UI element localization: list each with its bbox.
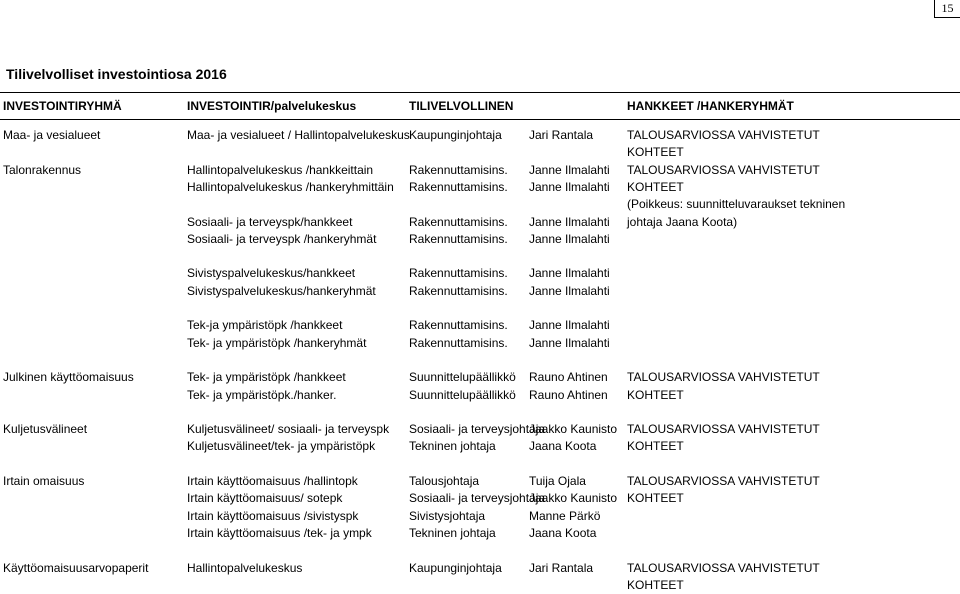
table-cell: Sosiaali- ja terveyspk /hankeryhmät [187, 231, 377, 246]
table-cell: Janne Ilmalahti [529, 231, 610, 246]
table-cell: Irtain käyttöomaisuus/ sotepk [187, 491, 343, 506]
table-row [0, 559, 960, 577]
header-service-center: INVESTOINTIR/palvelukeskus [187, 99, 357, 113]
table-row [0, 299, 960, 317]
table-cell: Sosiaali- ja terveysjohtaja [409, 422, 546, 437]
table-cell: Manne Pärkö [529, 508, 601, 523]
table-cell: Tek-ja ympäristöpk /hankkeet [187, 318, 343, 333]
header-top-rule [0, 92, 960, 93]
table-row [0, 213, 960, 231]
table-cell: Janne Ilmalahti [529, 266, 610, 281]
table-row [0, 282, 960, 300]
table-row [0, 403, 960, 421]
header-investment-group: INVESTOINTIRYHMÄ [3, 99, 122, 113]
table-cell: Sivistysjohtaja [409, 508, 486, 523]
table-cell: Suunnittelupäällikkö [409, 370, 516, 385]
table-cell: Käyttöomaisuusarvopaperit [3, 560, 149, 575]
table-cell: Rakennuttamisins. [409, 162, 508, 177]
table-cell: Janne Ilmalahti [529, 162, 610, 177]
table-cell: KOHTEET [627, 439, 684, 454]
table-cell: KOHTEET [627, 577, 684, 592]
table-cell: Suunnittelupäällikkö [409, 387, 516, 402]
table-cell: Jaana Koota [529, 525, 597, 540]
table-cell: KOHTEET [627, 387, 684, 402]
header-bottom-rule [0, 119, 960, 120]
table-cell: Janne Ilmalahti [529, 214, 610, 229]
table-row [0, 420, 960, 438]
table-cell: KOHTEET [627, 179, 684, 194]
table-row [0, 524, 960, 542]
table-cell: TALOUSARVIOSSA VAHVISTETUT [627, 422, 820, 437]
table-row [0, 368, 960, 386]
table-cell: KOHTEET [627, 145, 684, 160]
table-row [0, 178, 960, 196]
table-cell: Janne Ilmalahti [529, 335, 610, 350]
table-row [0, 576, 960, 594]
table-cell: Hallintopalvelukeskus /hankeryhmittäin [187, 179, 394, 194]
table-row [0, 541, 960, 559]
table-row [0, 334, 960, 352]
table-cell: Irtain käyttöomaisuus /hallintopk [187, 474, 358, 488]
table-cell: Kaupunginjohtaja [409, 560, 502, 575]
table-row [0, 316, 960, 334]
table-cell: Rakennuttamisins. [409, 266, 508, 281]
table-cell: Maa- ja vesialueet [3, 128, 101, 142]
table-row [0, 489, 960, 507]
table-cell: Tek- ja ympäristöpk /hankeryhmät [187, 335, 367, 350]
table-cell: Kuljetusvälineet/ sosiaali- ja terveyspk [187, 422, 390, 437]
table-cell: Sivistyspalvelukeskus/hankeryhmät [187, 283, 376, 298]
table-row [0, 472, 960, 490]
table-row [0, 161, 960, 179]
table-cell: Sosiaali- ja terveysjohtaja [409, 491, 546, 506]
table-cell: Irtain käyttöomaisuus /tek- ja ympk [187, 525, 372, 540]
table-cell: Janne Ilmalahti [529, 318, 610, 333]
table-cell: Talonrakennus [3, 162, 82, 177]
document-title: Tilivelvolliset investointiosa 2016 [6, 66, 227, 82]
table-cell: Rakennuttamisins. [409, 214, 508, 229]
table-cell: Tekninen johtaja [409, 525, 496, 540]
page-number: 15 [934, 0, 960, 18]
table-cell: Jaakko Kaunisto [529, 422, 618, 437]
table-cell: Tek- ja ympäristöpk /hankkeet [187, 370, 346, 385]
table-cell: Kuljetusvälineet/tek- ja ympäristöpk [187, 439, 376, 454]
table-row [0, 507, 960, 525]
table-row [0, 195, 960, 213]
table-cell: Tuija Ojala [529, 474, 586, 488]
table-row [0, 264, 960, 282]
table-cell: (Poikkeus: suunnitteluvaraukset tekninen [627, 197, 846, 212]
table-row [0, 386, 960, 404]
table-cell: Rakennuttamisins. [409, 283, 508, 298]
table-cell: TALOUSARVIOSSA VAHVISTETUT [627, 162, 820, 177]
table-cell: Hallintopalvelukeskus /hankkeittain [187, 162, 374, 177]
table-cell: Jari Rantala [529, 128, 594, 142]
table-cell: TALOUSARVIOSSA VAHVISTETUT [627, 560, 820, 575]
table-row [0, 230, 960, 248]
table-cell: Sosiaali- ja terveyspk/hankkeet [187, 214, 353, 229]
table-cell: TALOUSARVIOSSA VAHVISTETUT [627, 474, 820, 488]
header-projects: HANKKEET /HANKERYHMÄT [627, 99, 794, 113]
table-cell: Jaana Koota [529, 439, 597, 454]
table-cell: Tek- ja ympäristöpk./hanker. [187, 387, 337, 402]
table-cell: Talousjohtaja [409, 474, 480, 488]
table-cell: Julkinen käyttöomaisuus [3, 370, 134, 385]
table-cell: Janne Ilmalahti [529, 283, 610, 298]
table-cell: Kuljetusvälineet [3, 422, 88, 437]
table-cell: Rakennuttamisins. [409, 335, 508, 350]
table-cell: Rauno Ahtinen [529, 387, 608, 402]
table-row [0, 455, 960, 473]
table-row [0, 247, 960, 265]
header-accountable: TILIVELVOLLINEN [409, 99, 514, 113]
table-cell: Maa- ja vesialueet / Hallintopalvelukeskus [187, 128, 410, 142]
table-row [0, 126, 960, 144]
table-header [0, 97, 960, 115]
table-row [0, 437, 960, 455]
table-cell: Tekninen johtaja [409, 439, 496, 454]
table-cell: Irtain omaisuus [3, 474, 85, 488]
table-cell: Rakennuttamisins. [409, 179, 508, 194]
table-cell: Jaakko Kaunisto [529, 491, 618, 506]
table-cell: TALOUSARVIOSSA VAHVISTETUT [627, 128, 820, 142]
table-cell: johtaja Jaana Koota) [627, 214, 738, 229]
table-cell: Irtain käyttöomaisuus /sivistyspk [187, 508, 359, 523]
table-cell: Hallintopalvelukeskus [187, 560, 303, 575]
table-cell: Kaupunginjohtaja [409, 128, 502, 142]
table-cell: Rauno Ahtinen [529, 370, 608, 385]
table-cell: Janne Ilmalahti [529, 179, 610, 194]
table-cell: TALOUSARVIOSSA VAHVISTETUT [627, 370, 820, 385]
table-row [0, 143, 960, 161]
table-cell: Jari Rantala [529, 560, 594, 575]
table-cell: Rakennuttamisins. [409, 318, 508, 333]
table-cell: KOHTEET [627, 491, 684, 506]
table-row [0, 351, 960, 369]
table-cell: Rakennuttamisins. [409, 231, 508, 246]
table-cell: Sivistyspalvelukeskus/hankkeet [187, 266, 356, 281]
